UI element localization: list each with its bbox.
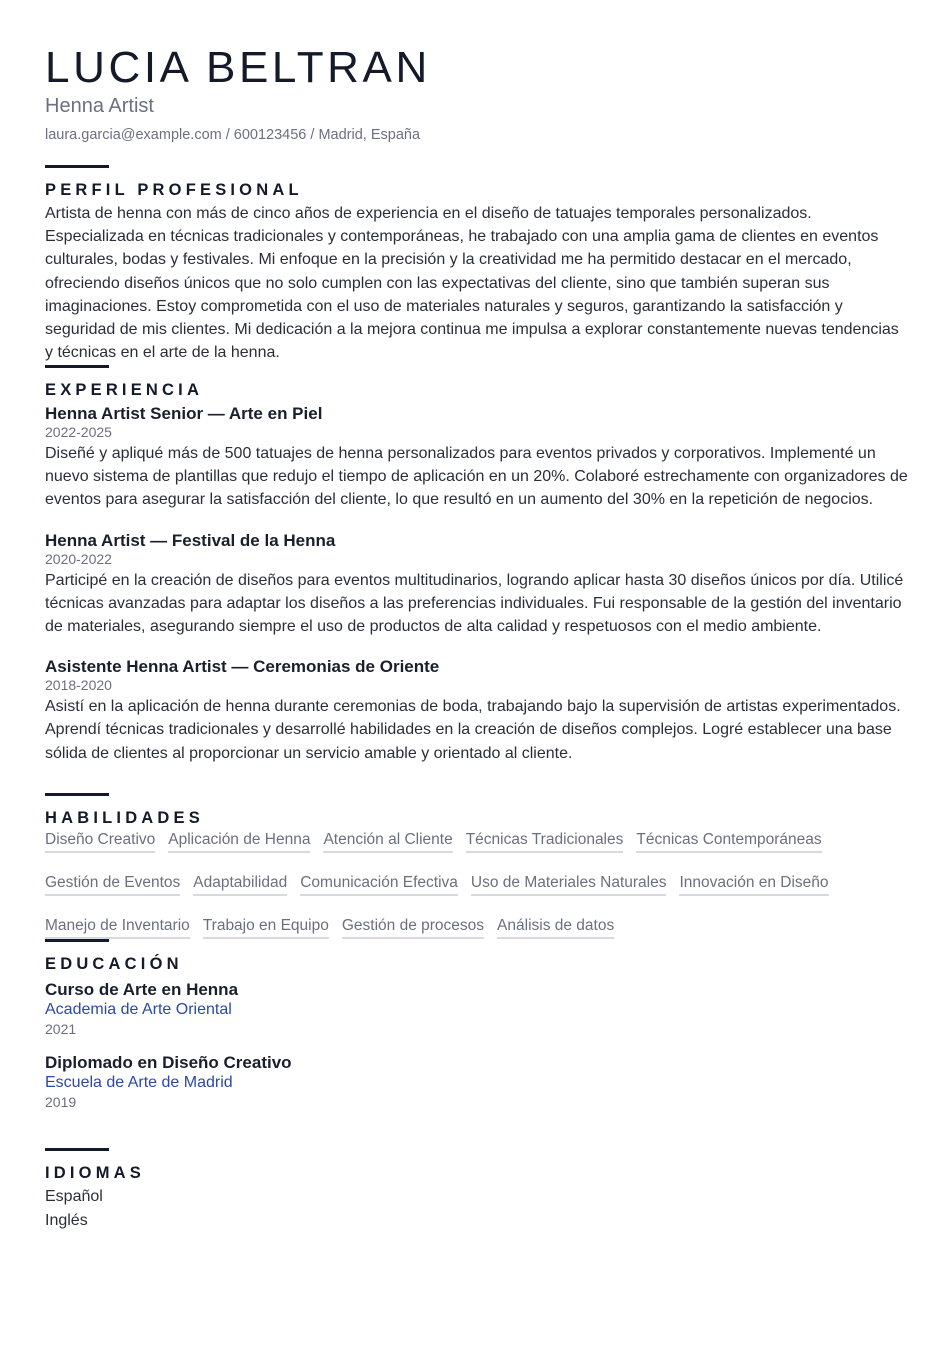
- language-item: Inglés: [45, 1212, 88, 1229]
- skill-tag: Innovación en Diseño: [679, 873, 828, 896]
- skill-tag: Atención al Cliente: [323, 830, 452, 853]
- skill-tag: Análisis de datos: [497, 916, 614, 939]
- section-title-languages: IDIOMAS: [45, 1164, 145, 1182]
- degree-title: Curso de Arte en Henna: [45, 980, 239, 999]
- skill-tag: Técnicas Contemporáneas: [636, 830, 821, 853]
- experience-section: [45, 365, 910, 765]
- school-name: Escuela de Arte de Madrid: [45, 1074, 233, 1091]
- job-dates: 2020-2022: [45, 550, 112, 567]
- section-title-experience: EXPERIENCIA: [45, 381, 204, 399]
- language-item: Español: [45, 1188, 103, 1205]
- section-divider: [45, 165, 109, 168]
- education-section: [45, 939, 910, 1112]
- skill-tag: Técnicas Tradicionales: [466, 830, 624, 853]
- degree-title: Diplomado en Diseño Creativo: [45, 1053, 292, 1072]
- job-description: Diseñé y apliqué más de 500 tatuajes de henna personalizados para eventos privados y corporativos. Implementé un nuevo sistema de plantillas que redujo el tiempo de aplicación en un 20%. Colaboré estrechamente con organizadores de eventos para asegurar la satisfacción del cliente, lo que resultó en un aumento del 30% en la repetición de negocios.: [45, 445, 908, 509]
- skill-tag: Trabajo en Equipo: [203, 916, 329, 939]
- section-title-profile: PERFIL PROFESIONAL: [45, 181, 303, 199]
- languages-section: [45, 1148, 910, 1233]
- skills-list: [45, 830, 910, 939]
- job-dates: 2022-2025: [45, 424, 112, 440]
- candidate-role: Henna Artist: [45, 95, 154, 117]
- skills-section: [45, 793, 910, 939]
- skill-tag: Gestión de procesos: [342, 916, 484, 939]
- section-title-education: EDUCACIÓN: [45, 955, 183, 973]
- school-name: Academia de Arte Oriental: [45, 1001, 232, 1018]
- job-title: Asistente Henna Artist — Ceremonias de Oriente: [45, 657, 440, 677]
- skill-tag: Comunicación Efectiva: [300, 873, 458, 896]
- education-year: 2019: [45, 1094, 77, 1110]
- job-dates: 2018-2020: [45, 677, 112, 694]
- job-entry: [45, 404, 910, 512]
- profile-section: [45, 165, 910, 364]
- candidate-name: LUCIA BELTRAN: [45, 43, 431, 92]
- skill-tag: Uso de Materiales Naturales: [471, 873, 667, 896]
- section-divider: [45, 1148, 109, 1151]
- profile-summary: Artista de henna con más de cinco años de experiencia en el diseño de tatuajes temporales personalizados. Especializada en técnicas tradicionales y contemporáneas, he trabajado con una amplia gama de clientes en eventos culturales, bodas y festivales. Mi enfoque en la precisión y la creatividad me ha permitido destacar en el mercado, ofreciendo diseños únicos que no solo cumplen con las expectativas del cliente, sino que también superan sus imaginaciones. Estoy comprometida con el uso de materiales naturales y seguros, garantizando la satisfacción y seguridad de mis clientes. Mi dedicación a la mejora continua me impulsa a explorar constantemente nuevas tendencias y técnicas en el arte de la henna.: [45, 205, 899, 362]
- skill-tag: Manejo de Inventario: [45, 916, 190, 939]
- skill-tag: Diseño Creativo: [45, 830, 155, 853]
- job-entry: [45, 657, 910, 765]
- education-entry: [45, 980, 910, 1039]
- skill-tag: Aplicación de Henna: [168, 830, 310, 853]
- job-title: Henna Artist — Festival de la Henna: [45, 530, 336, 550]
- job-entry: [45, 531, 910, 639]
- job-description: Participé en la creación de diseños para eventos multitudinarios, logrando aplicar hasta 30 diseños únicos por día. Utilicé técnicas avanzadas para adaptar los diseños a las preferencias individuales. Fui responsable de la gestión del inventario de materiales, asegurando siempre el uso de productos de alta calidad y respetuosos con el medio ambiente.: [45, 571, 904, 636]
- education-year: 2021: [45, 1021, 77, 1037]
- contact-line: laura.garcia@example.com / 600123456 / Madrid, España: [45, 127, 421, 143]
- skill-tag: Gestión de Eventos: [45, 873, 180, 896]
- skill-tag: Adaptabilidad: [193, 873, 287, 896]
- languages-list: [45, 1185, 910, 1233]
- section-divider: [45, 939, 109, 942]
- education-entry: [45, 1053, 910, 1112]
- section-title-skills: HABILIDADES: [45, 809, 204, 827]
- section-divider: [45, 793, 109, 796]
- job-title: Henna Artist Senior — Arte en Piel: [45, 404, 323, 423]
- section-divider: [45, 365, 109, 368]
- job-description: Asistí en la aplicación de henna durante ceremonias de boda, trabajando bajo la supervisión de artistas experimentados. Aprendí técnicas tradicionales y desarrollé habilidades en la creación de diseños complejos. Logré establecer una base sólida de clientes al proporcionar un servicio amable y orientado al cliente.: [45, 698, 901, 762]
